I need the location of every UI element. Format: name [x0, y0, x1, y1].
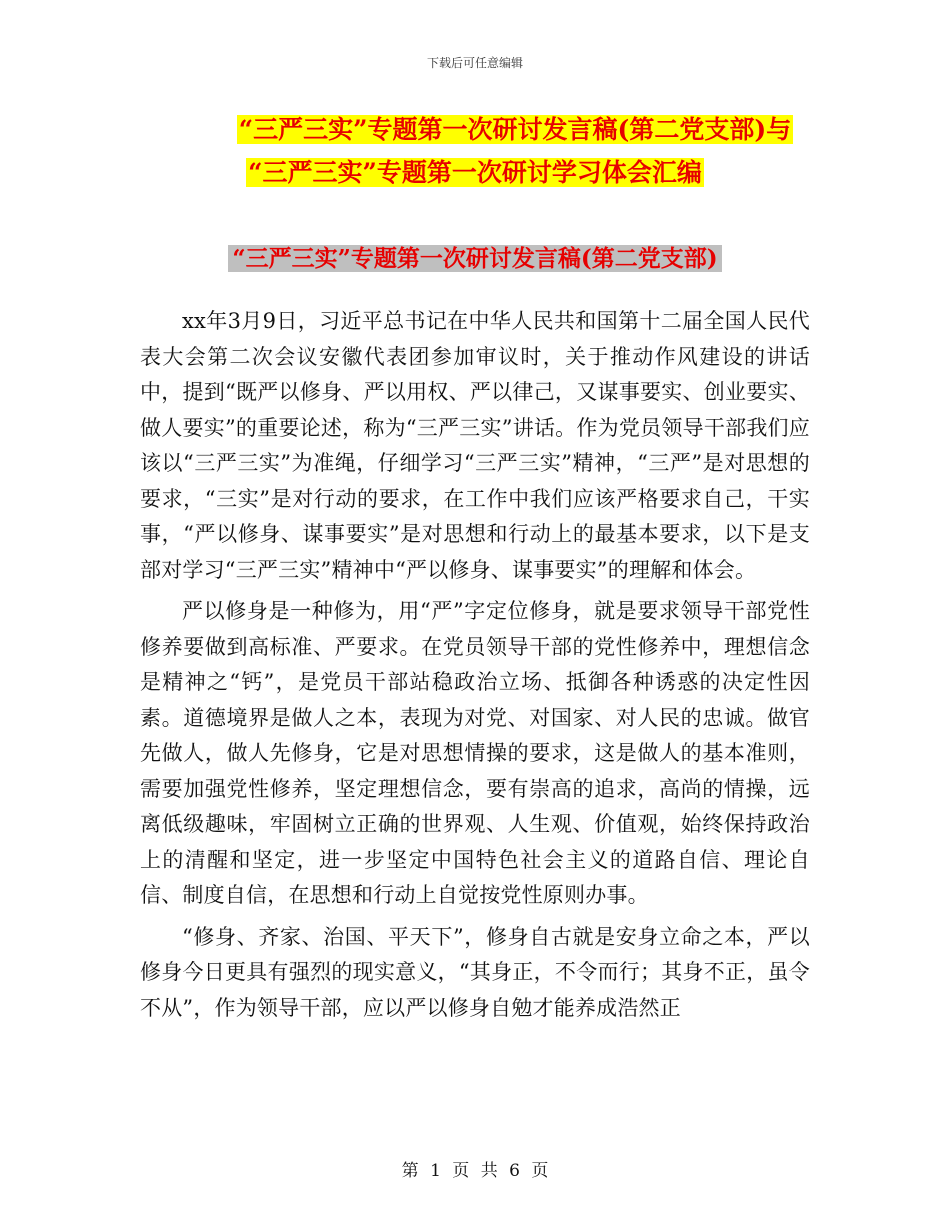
body-paragraph-3: “修身、齐家、治国、平天下”，修身自古就是安身立命之本，严以修身今日更具有强烈的现实意义，“其身正，不令而行；其身不正，虽令不从”，作为领导干部，应以严以修身自勉才能养成浩然正	[140, 924, 810, 1020]
document-title-line-1	[0, 113, 950, 147]
body-paragraph-1: xx年3月9日，习近平总书记在中华人民共和国第十二届全国人民代表大会第二次会议安徽代表团参加审议时，关于推动作风建设的讲话中，提到“既严以修身、严以用权、严以律己，又谋事要实、创业要实、做人要实”的重要论述，称为“三严三实”讲话。作为党员领导干部我们应该以“三严三实”为准绳，仔细学习“三严三实”精神，“三严”是对思想的要求，“三实”是对行动的要求，在工作中我们应该严格要求自己，干实事，“严以修身、谋事要实”是对思想和行动上的最基本要求，以下是支部对学习“三严三实”精神中“严以修身、谋事要实”的理解和体会。	[140, 309, 810, 582]
subtitle-text: “三严三实”专题第一次研讨发言稿(第二党支部)	[228, 245, 721, 272]
title-line-1-text: “三严三实”专题第一次研讨发言稿(第二党支部)与	[238, 115, 792, 144]
header-note: 下载后可任意编辑	[426, 56, 523, 70]
body-paragraph-2: 严以修身是一种修为，用“严”字定位修身，就是要求领导干部党性修养要做到高标准、严要求。在党员领导干部的党性修养中，理想信念是精神之“钙”，是党员干部站稳政治立场、抵御各种诱惑的决定性因素。道德境界是做人之本，表现为对党、对国家、对人民的忠诚。做官先做人，做人先修身，它是对思想情操的要求，这是做人的基本准则，需要加强党性修养，坚定理想信念，要有崇高的追求，高尚的情操，远离低级趣味，牢固树立正确的世界观、人生观、价值观，始终保持政治上的清醒和坚定，进一步坚定中国特色社会主义的道路自信、理论自信、制度自信，在思想和行动上自觉按党性原则办事。	[140, 599, 810, 907]
document-title-line-2	[0, 156, 950, 190]
document-body	[140, 304, 810, 1032]
title-line-2-text: “三严三实”专题第一次研讨学习体会汇编	[248, 158, 702, 187]
section-subtitle	[0, 243, 950, 275]
page-footer: 第 1 页 共 6 页	[401, 1161, 549, 1181]
